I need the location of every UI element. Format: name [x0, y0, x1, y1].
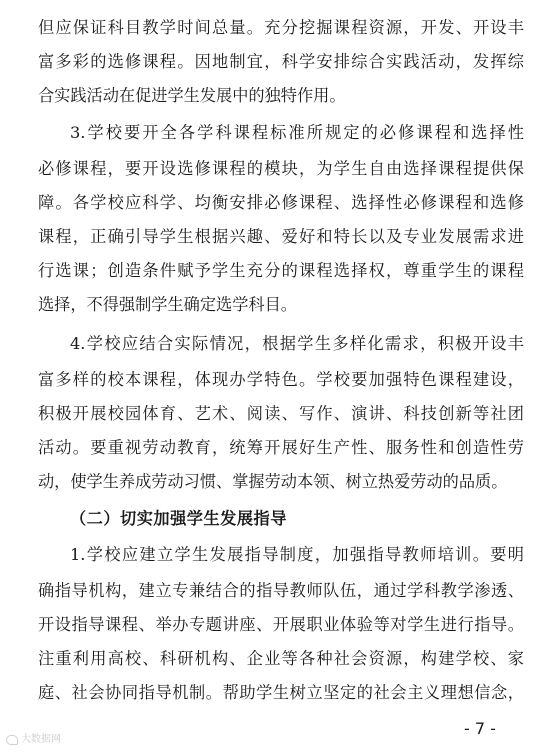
text-line: 但应保证科目教学时间总量。充分挖掘课程资源，开发、开设丰 — [38, 18, 524, 37]
text-line: 行选课；创造条件赋予学生充分的课程选择权，尊重学生的课程 — [38, 261, 524, 280]
text-line: 开设指导课程、举办专题讲座、开展职业体验等对学生进行指导。 — [38, 615, 524, 634]
text-line: 3.学校要开全各学科课程标准所规定的必修课程和选择性 — [70, 123, 524, 142]
text-line: 动，使学生养成劳动习惯、掌握劳动本领、树立热爱劳动的品质。 — [38, 472, 508, 491]
page-number: - 7 - — [464, 719, 496, 738]
text-line: 庭、社会协同指导机制。帮助学生树立坚定的社会主义理想信念， — [38, 683, 524, 702]
text-line: 1.学校应建立学生发展指导制度，加强指导教师培训。要明 — [70, 545, 524, 564]
text-line: 4.学校应结合实际情况，根据学生多样化需求，积极开设丰 — [70, 334, 524, 353]
text-line: 富多样的校本课程，体现办学特色。学校要加强特色课程建设， — [38, 370, 524, 389]
watermark — [6, 733, 61, 747]
text-line: 障。各学校应科学、均衡安排必修课程、选择性必修课程和选修 — [38, 193, 524, 212]
section-heading: （二）切实加强学生发展指导 — [70, 509, 287, 528]
watermark-text: 大数据网 — [21, 734, 61, 745]
text-line: 注重利用高校、科研机构、企业等各种社会资源，构建学校、家 — [38, 649, 524, 668]
text-line: 课程，正确引导学生根据兴趣、爱好和特长以及专业发展需求进 — [38, 227, 524, 246]
text-line: 积极开展校园体育、艺术、阅读、写作、演讲、科技创新等社团 — [38, 404, 524, 423]
text-line: 富多彩的选修课程。因地制宜，科学安排综合实践活动，发挥综 — [38, 52, 524, 71]
text-line: 确指导机构，建立专兼结合的指导教师队伍，通过学科教学渗透、 — [38, 581, 524, 600]
text-line: 必修课程，要开设选修课程的模块，为学生自由选择课程提供保 — [38, 159, 524, 178]
text-line: 合实践活动在促进学生发展中的独特作用。 — [38, 86, 346, 105]
text-line: 活动。要重视劳动教育，统筹开展好生产性、服务性和创造性劳 — [38, 438, 524, 457]
watermark-logo-icon — [6, 735, 18, 745]
text-line: 选择，不得强制学生确定选学科目。 — [38, 295, 297, 314]
